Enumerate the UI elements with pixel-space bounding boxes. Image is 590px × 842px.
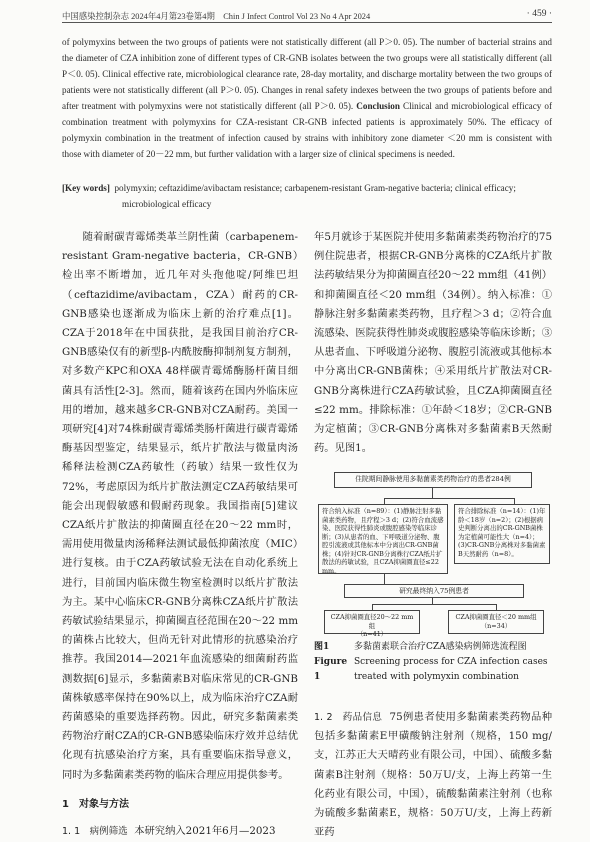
group-20-22-label: CZA抑菌圈直径20～22 mm组 (330, 613, 414, 630)
right-column (314, 228, 552, 458)
flow-connector (384, 498, 514, 499)
drug-info-label: 1. 2 药品信息 (314, 712, 383, 723)
flow-box-group-lt20 (448, 610, 544, 634)
english-abstract (62, 34, 552, 162)
figure-caption (314, 640, 552, 685)
subsection-1-1 (62, 822, 298, 841)
subsection-label: 1. 1 病例筛选 (62, 826, 128, 838)
page-number: · 459 · (526, 9, 552, 19)
abstract-conclusion: Clinical and microbiological efficacy of combination treatment with polymyxins for CZA-resistant CR-GNB infected patients is approximately 50%. The efficacy of polymyxin combination in the treatment of infection caused by strains with inhibitory zone diameter ＜20 mm is consistent with those with diameter of 20－22 mm, but further validation with a larger size of clinical specimens is needed. (62, 101, 553, 159)
section-heading: 1 对象与方法 (62, 798, 129, 810)
caption-text-cn: 多黏菌素联合治疗CZA感染病例筛选流程图 (354, 642, 527, 652)
keywords-text: polymyxin; ceftazidime/avibactam resistance; carbapenem-resistant Gram-negative bacteria; clinical efficacy; microbiological efficacy (114, 183, 516, 209)
intro-paragraph: 随着耐碳青霉烯类革兰阴性菌（carbapenem-resistant Gram-negative bacteria，CR-GNB）检出率不断增加，近几年对头孢他啶/阿维巴坦（ceftazidime/avibactam，CZA）耐药的CR-GNB感染也逐渐成为临床上新的治疗难点[1]。CZA于2018年在中国获批，是我国目前治疗CR-GNB感染仅有的新型β-内酰胺酶抑制剂复方制剂，对多数产KPC和OXA 48样碳青霉烯酶肠杆菌目细菌具有活性[2-3]。然而，随着该药在国内外临床应用的增加，越来越多CR-GNB对CZA耐药。美国一项研究[4]对74株耐碳青霉烯类肠杆菌进行碳青霉烯酶基因型鉴定，结果显示，纸片扩散法与微量肉汤稀释法检测CZA药敏性（药敏）结果一致性仅为72%，考虑原因为纸片扩散法测定CZA药敏结果可能会出现假敏感和假耐药现象。我国指南[5]建议CZA纸片扩散法的抑菌圈直径在20～22 mm时，需用使用微量肉汤稀释法测试最低抑菌浓度（MIC）进行复核。由于CZA药敏试验无法在自动化系统上进行，目前国内临床微生物室检测时以纸片扩散法为主。某中心临床CR-GNB分离株CZA纸片扩散法药敏试验结果显示，抑菌圈直径范围在20～22 mm的菌株占比较大，但尚无针对此情形的抗感染治疗推荐。我国2014—2021年血流感染的细菌耐药监测数据[6]显示，多黏菌素B对临床常见的CR-GNB菌株敏感率保持在90%以上，成为临床治疗CZA耐药菌感染的重要选择药物。因此，研究多黏菌素类药物治疗耐CZA的CR-GNB感染临床疗效并总结优化现有抗感染治疗方案，具有重要临床指导意义，同时为多黏菌素类药物的临床合理应用提供参考。 (62, 231, 298, 781)
caption-number-en: Figure 1 (314, 657, 348, 682)
conclusion-label: Conclusion (356, 101, 400, 111)
flow-box-exclusion: 符合排除标准（n=14）：(1)年龄＜18岁（n=2）；(2)根据病史判断分离出的CR-GNB菌株为定植菌可能性大（n=4）；(3)CR-GNB分离株对多黏菌素B天然耐药（n=8）。 (454, 504, 550, 564)
methods-paragraph: 年5月就诊于某医院并使用多黏菌素类药物治疗的75例住院患者，根据CR-GNB分离株的CZA纸片扩散法药敏结果分为抑菌圈直径20～22 mm组（41例）和抑菌圈直径＜20 mm组（34例）。纳入标准：①静脉注射多黏菌素类药物，且疗程＞3 d；②符合血流感染、医院获得性肺炎或腹腔感染等临床诊断；③从患者血、下呼吸道分泌物、腹腔引流液或其他标本中分离出CR-GNB菌株；④采用纸片扩散法对CR-GNB分离株进行CZA药敏试验，且CZA抑菌圈直径≤22 mm。排除标准：①年龄＜18岁；②CR-GNB为定植菌；③CR-GNB分离株对多黏菌素B天然耐药。见图1。 (314, 231, 552, 455)
flow-box-total: 住院期间静脉使用多黏菌素类药物治疗的患者284例 (334, 472, 532, 488)
caption-text-en: Screening process for CZA infection cases treated with polymyxin combination (354, 657, 548, 682)
flow-connector (384, 574, 385, 584)
flow-box-inclusion: 符合纳入标准（n=89）：(1)静脉注射多黏菌素类药物，且疗程＞3 d；(2)符合血流感染、医院获得性肺炎或腹腔感染等临床诊断；(3)从患者的血、下呼吸道分泌物、腹腔引流液或其他标本中分离出CR-GNB菌株；(4)针对CR-GNB分离株行CZA纸片扩散法的药敏试验，且CZA抑菌圈直径≤22 mm。 (318, 504, 448, 574)
keywords-label: [Key words] (62, 183, 110, 193)
drug-info-paragraph (314, 708, 552, 842)
flow-connector (432, 488, 433, 498)
left-column (62, 228, 298, 841)
drug-info-text: 75例患者使用多黏菌素类药物品种包括多黏菌素E甲磺酸钠注射剂（规格，150 mg/支，江苏正大天晴药业有限公司，中国）、硫酸多黏菌素B注射剂（规格：50万U/支，上海上药第一生化药业有限公司，中国），硫酸黏菌素注射剂（也称为硫酸多黏菌素E，规格：50万U/支，上海上药新亚药 (314, 711, 552, 839)
group-lt20-label: CZA抑菌圈直径＜20 mm组 (455, 613, 537, 621)
running-header (62, 8, 552, 23)
keywords (62, 180, 552, 212)
group-lt20-count: （n=34） (480, 621, 512, 630)
flow-box-group-20-22 (324, 610, 420, 638)
journal-citation: 中国感染控制杂志 2024年4月第23卷第4期 Chin J Infect Control Vol 23 No 4 Apr 2024 (62, 12, 371, 21)
flowchart-figure (314, 466, 552, 636)
group-20-22-count: （n=41） (356, 630, 388, 638)
caption-number-cn: 图1 (314, 642, 330, 652)
flow-box-enrolled: 研究最终纳入75例患者 (344, 584, 524, 598)
subsection-text: 本研究纳入2021年6月—2023 (134, 825, 276, 838)
flow-connector (372, 604, 496, 605)
abstract-results: of polymyxins between the two groups of patients were not statistically different (all P＞0. 05). The number of bacterial strains and the diameter of CZA inhibition zone of different types of CR-GNB isolates between the two groups were all statistically different (all P＜0. 05). Clinical effective rate, microbiological clearance rate, 28-day mortality, and discharge mortality between the two groups of patients were not statistically different (all P＞0. 05). Changes in renal safety indexes between the two groups of patients before and after treatment with polymyxins were not statistically different (all P＞0. 05). (62, 37, 552, 111)
